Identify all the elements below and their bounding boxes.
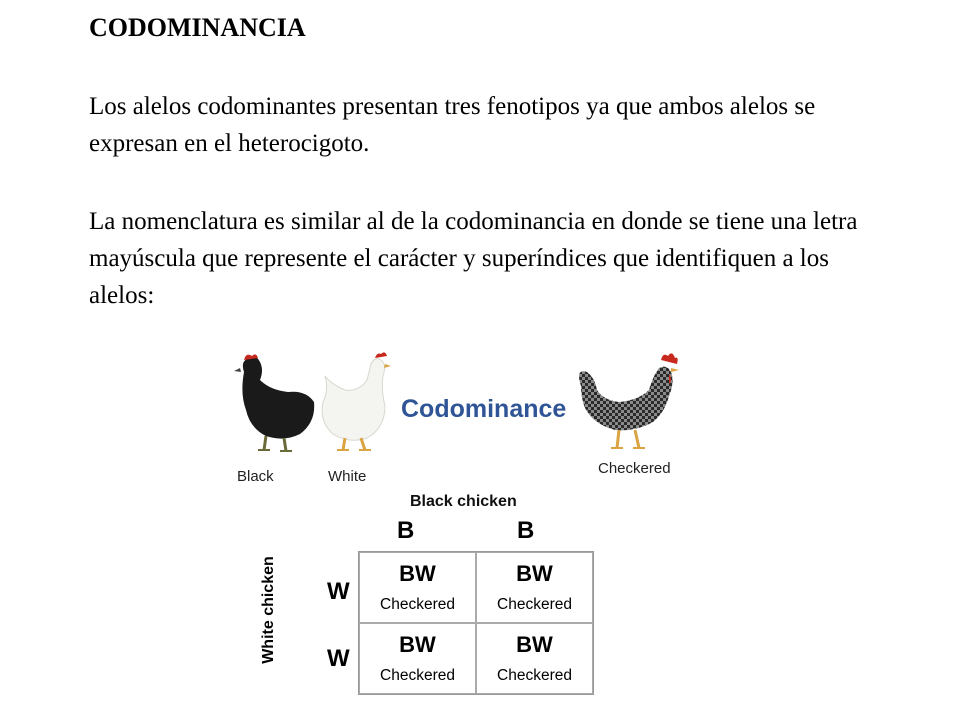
white-label: White <box>328 468 367 485</box>
codominance-heading: Codominance <box>401 395 567 423</box>
punnett-cell <box>359 552 476 623</box>
punnett-cell <box>476 623 593 694</box>
paragraph-nomenclature: La nomenclatura es similar al de la codominancia en donde se tiene una letra mayúscula que represente el carácter y superíndices que identifiquen a los alelos: <box>89 208 858 309</box>
cell-phenotype: Checkered <box>380 667 455 684</box>
cell-genotype: BW <box>399 561 436 586</box>
checkered-rooster-image <box>573 350 685 460</box>
cell-phenotype: Checkered <box>497 596 572 613</box>
black-hen-image <box>230 350 318 456</box>
top-allele-2: B <box>517 517 535 544</box>
cell-genotype: BW <box>399 632 436 657</box>
punnett-square <box>358 551 594 695</box>
punnett-cell <box>476 552 593 623</box>
cell-phenotype: Checkered <box>497 667 572 684</box>
cell-phenotype: Checkered <box>380 596 455 613</box>
checkered-label: Checkered <box>598 460 671 477</box>
side-allele-2: W <box>327 645 350 672</box>
top-allele-1: B <box>397 517 415 544</box>
side-allele-1: W <box>327 578 350 605</box>
cell-genotype: BW <box>516 561 553 586</box>
paragraph-codominant-alleles: Los alelos codominantes presentan tres fenotipos ya que ambos alelos se expresan en el heterocigoto. <box>89 93 816 157</box>
slide-title: CODOMINANCIA <box>89 13 306 42</box>
cell-genotype: BW <box>516 632 553 657</box>
black-label: Black <box>237 468 274 485</box>
punnett-cell <box>359 623 476 694</box>
punnett-top-label: Black chicken <box>410 493 517 510</box>
codominance-figure <box>225 345 695 715</box>
punnett-side-label: White chicken <box>260 556 277 664</box>
white-hen-image <box>315 350 393 456</box>
